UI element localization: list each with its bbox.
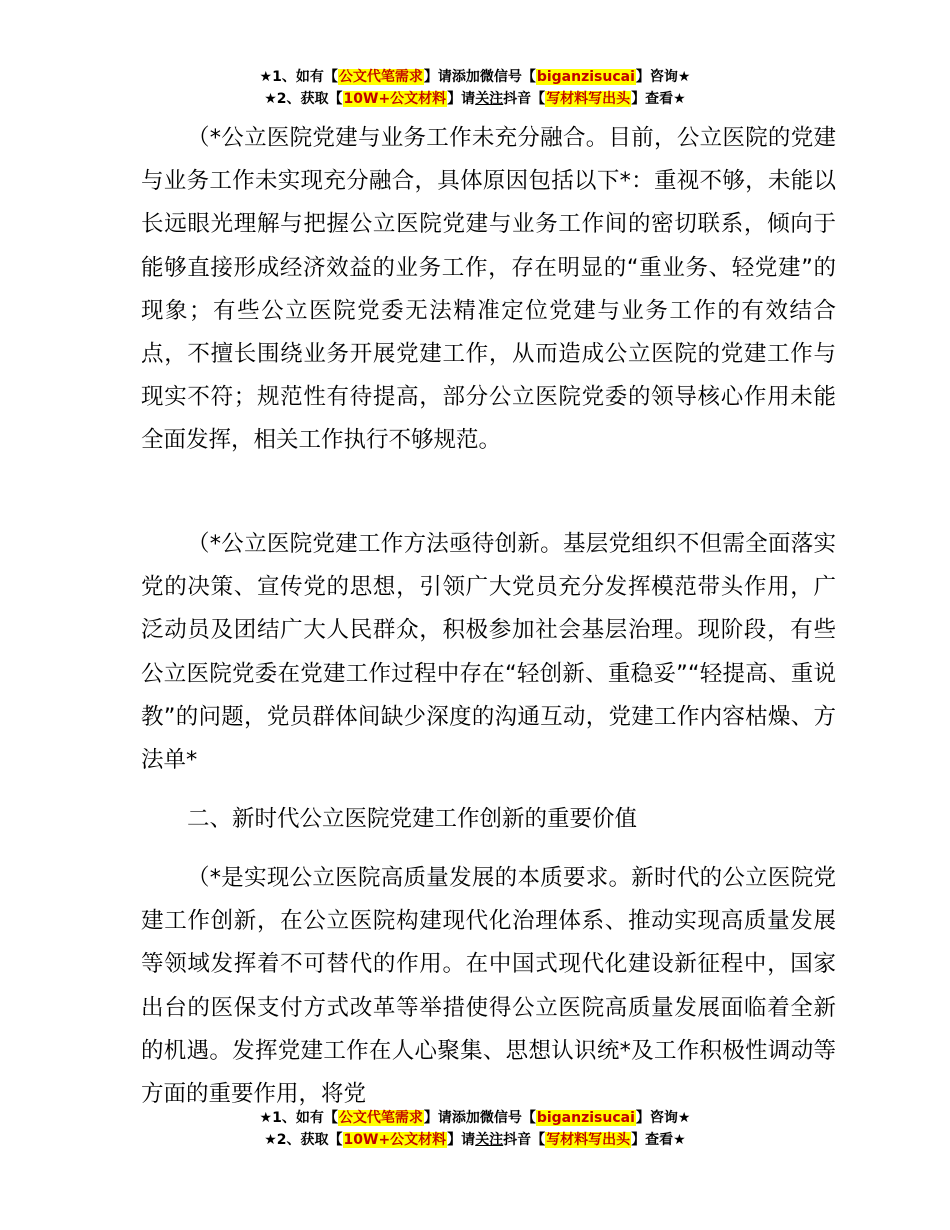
banner-text: ★1、如有【 xyxy=(259,69,338,85)
banner-text: 抖音【 xyxy=(503,1132,546,1148)
banner-line-1 xyxy=(0,66,950,88)
banner-text: 】请添加微信号【 xyxy=(423,1110,536,1126)
banner-text: 】咨询★ xyxy=(635,1110,691,1126)
section-heading: 二、新时代公立医院党建工作创新的重要价值 xyxy=(187,806,638,832)
footer-banner xyxy=(0,1107,950,1151)
banner-text: ★2、获取【 xyxy=(264,1132,343,1148)
paragraph-value: （*是实现公立医院高质量发展的本质要求。新时代的公立医院党建工作创新，在公立医院构建现代化治理体系、推动实现高质量发展等领域发挥着不可替代的作用。在中国式现代化建设新征程中，国家出台的医保支付方式改革等举措使得公立医院高质量发展面临着全新的机遇。发挥党建工作在人心聚集、思想认识统*及工作积极性调动等方面的重要作用，将党 xyxy=(141,865,836,1108)
banner-text: 】请 xyxy=(447,1132,476,1148)
banner-text: 抖音【 xyxy=(503,91,546,107)
banner-text: 】请添加微信号【 xyxy=(423,69,536,85)
banner-text: 】查看★ xyxy=(631,91,686,107)
banner-text: 】查看★ xyxy=(631,1132,686,1148)
banner-highlight-materials: 10W+公文材料 xyxy=(343,91,447,107)
banner-underlined-text: 关注 xyxy=(475,91,504,107)
banner-highlight-wechat-id: biganzisucai xyxy=(536,69,635,85)
banner-text: ★2、获取【 xyxy=(264,91,343,107)
paragraph-methods: （*公立医院党建工作方法亟待创新。基层党组织不但需全面落实党的决策、宣传党的思想，引领广大党员充分发挥模范带头作用，广泛动员及团结广大人民群众，积极参加社会基层治理。现阶段，有些公立医院党委在党建工作过程中存在“轻创新、重稳妥”“轻提高、重说教”的问题，党员群体间缺少深度的沟通互动，党建工作内容枯燥、方法单* xyxy=(141,531,836,774)
banner-text: 】请 xyxy=(447,91,476,107)
document-body xyxy=(141,117,836,1116)
banner-highlight-service: 公文代笔需求 xyxy=(338,69,423,85)
banner-line-2 xyxy=(0,88,950,110)
banner-highlight-service: 公文代笔需求 xyxy=(338,1110,423,1126)
banner-highlight-account: 写材料写出头 xyxy=(546,1132,631,1148)
banner-highlight-wechat-id: biganzisucai xyxy=(536,1110,635,1126)
banner-highlight-account: 写材料写出头 xyxy=(546,91,631,107)
header-banner xyxy=(0,66,950,110)
banner-text: 】咨询★ xyxy=(635,69,691,85)
banner-text: ★1、如有【 xyxy=(259,1110,338,1126)
banner-line-2 xyxy=(0,1129,950,1151)
paragraph-integration: （*公立医院党建与业务工作未充分融合。目前，公立医院的党建与业务工作未实现充分融合，具体原因包括以下*：重视不够，未能以长远眼光理解与把握公立医院党建与业务工作间的密切联系，倾向于能够直接形成经济效益的业务工作，存在明显的“重业务、轻党建”的现象；有些公立医院党委无法精准定位党建与业务工作的有效结合点，不擅长围绕业务开展党建工作，从而造成公立医院的党建工作与现实不符；规范性有待提高，部分公立医院党委的领导核心作用未能全面发挥，相关工作执行不够规范。 xyxy=(141,125,836,454)
banner-underlined-text: 关注 xyxy=(475,1132,504,1148)
banner-highlight-materials: 10W+公文材料 xyxy=(343,1132,447,1148)
banner-line-1 xyxy=(0,1107,950,1129)
